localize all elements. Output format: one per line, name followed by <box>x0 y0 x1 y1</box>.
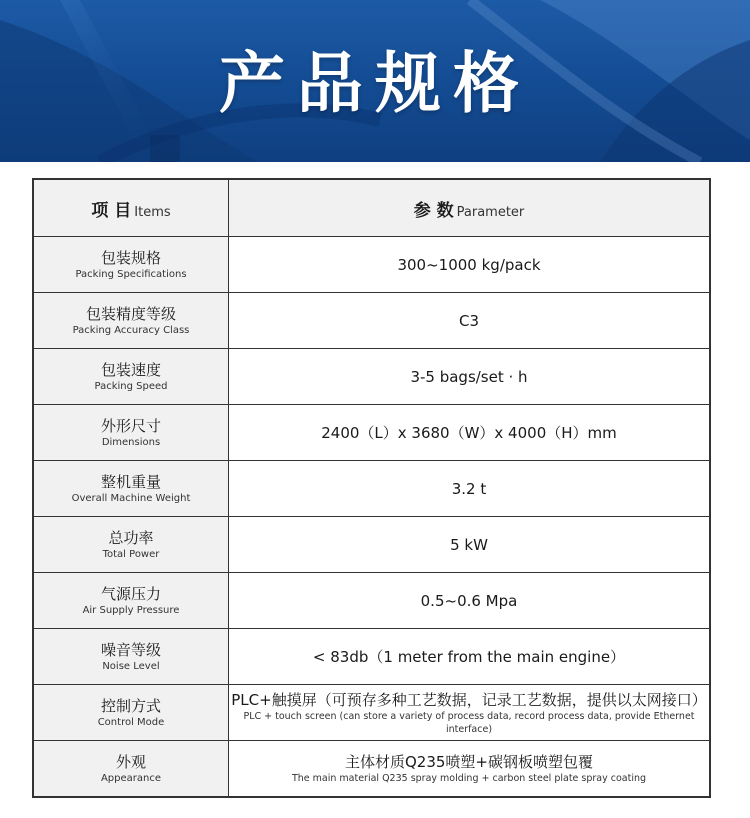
item-label-zh: 外观 <box>115 752 146 771</box>
item-label-en: Packing Speed <box>94 380 168 392</box>
item-value: 0.5~0.6 Mpa <box>420 591 518 610</box>
value-cell <box>229 573 711 629</box>
value-cell <box>229 629 711 685</box>
item-label-en: Overall Machine Weight <box>71 492 191 504</box>
header-items-en: Items <box>134 204 171 220</box>
item-label-zh: 包装速度 <box>100 360 161 379</box>
table-header-row <box>33 179 710 237</box>
page-title: 产品规格 <box>219 45 531 122</box>
item-cell <box>33 573 229 629</box>
table-row <box>33 517 710 573</box>
table-row <box>33 349 710 405</box>
item-label-en: Dimensions <box>101 436 161 448</box>
item-label-zh: 包装规格 <box>100 248 161 267</box>
table-row <box>33 685 710 741</box>
item-label-en: Air Supply Pressure <box>82 604 180 616</box>
item-cell <box>33 517 229 573</box>
item-cell <box>33 349 229 405</box>
value-cell <box>229 405 711 461</box>
item-value-english: The main material Q235 spray molding + carbon steel plate spray coating <box>291 773 647 784</box>
item-label-zh: 噪音等级 <box>100 640 161 659</box>
value-cell <box>229 461 711 517</box>
table-row <box>33 741 710 798</box>
table-row <box>33 237 710 293</box>
item-cell <box>33 461 229 517</box>
item-cell <box>33 293 229 349</box>
value-cell <box>229 741 711 798</box>
header-parameter-cell <box>229 179 711 237</box>
table-row <box>33 405 710 461</box>
item-label-zh: 控制方式 <box>100 696 161 715</box>
item-label-en: Packing Accuracy Class <box>72 324 190 336</box>
item-label-en: Noise Level <box>102 660 160 672</box>
header-parameter-en: Parameter <box>456 204 525 220</box>
item-cell <box>33 405 229 461</box>
item-label-zh: 总功率 <box>108 528 154 547</box>
item-cell <box>33 685 229 741</box>
item-value: 3-5 bags/set · h <box>410 367 528 386</box>
item-label-zh: 整机重量 <box>100 472 161 491</box>
table-row <box>33 629 710 685</box>
table-row <box>33 573 710 629</box>
item-value: < 83db（1 meter from the main engine） <box>312 647 626 666</box>
item-value: 3.2 t <box>451 479 487 498</box>
value-cell <box>229 293 711 349</box>
header-parameter-zh: 参 数 <box>413 200 454 221</box>
value-cell <box>229 517 711 573</box>
item-cell <box>33 237 229 293</box>
header-items-zh: 项 目 <box>91 200 132 221</box>
item-value: C3 <box>458 311 480 330</box>
header-items-cell <box>33 179 229 237</box>
table-row <box>33 461 710 517</box>
value-cell <box>229 237 711 293</box>
item-value-english: PLC + touch screen (can store a variety of process data, record process data, provide Ethernet interface) <box>243 710 695 735</box>
item-label-zh: 外形尺寸 <box>100 416 161 435</box>
item-label-en: Packing Specifications <box>75 268 187 280</box>
item-value: 5 kW <box>450 535 488 554</box>
item-cell <box>33 741 229 798</box>
item-cell <box>33 629 229 685</box>
item-label-zh: 包装精度等级 <box>85 304 176 323</box>
item-label-zh: 气源压力 <box>100 584 161 603</box>
item-value: 主体材质Q235喷塑+碳钢板喷塑包覆 <box>344 753 593 771</box>
item-label-en: Control Mode <box>97 716 165 728</box>
value-cell <box>229 685 711 741</box>
spec-table <box>32 178 711 798</box>
table-row <box>33 293 710 349</box>
item-label-en: Total Power <box>102 548 160 560</box>
item-label-en: Appearance <box>100 772 162 784</box>
header-banner <box>0 0 750 162</box>
item-value: 2400（L）x 3680（W）x 4000（H）mm <box>321 423 617 442</box>
spec-table-container <box>32 178 711 798</box>
value-cell <box>229 349 711 405</box>
item-value: 300~1000 kg/pack <box>397 255 541 274</box>
item-value: PLC+触摸屏（可预存多种工艺数据，记录工艺数据，提供以太网接口） <box>231 690 707 709</box>
